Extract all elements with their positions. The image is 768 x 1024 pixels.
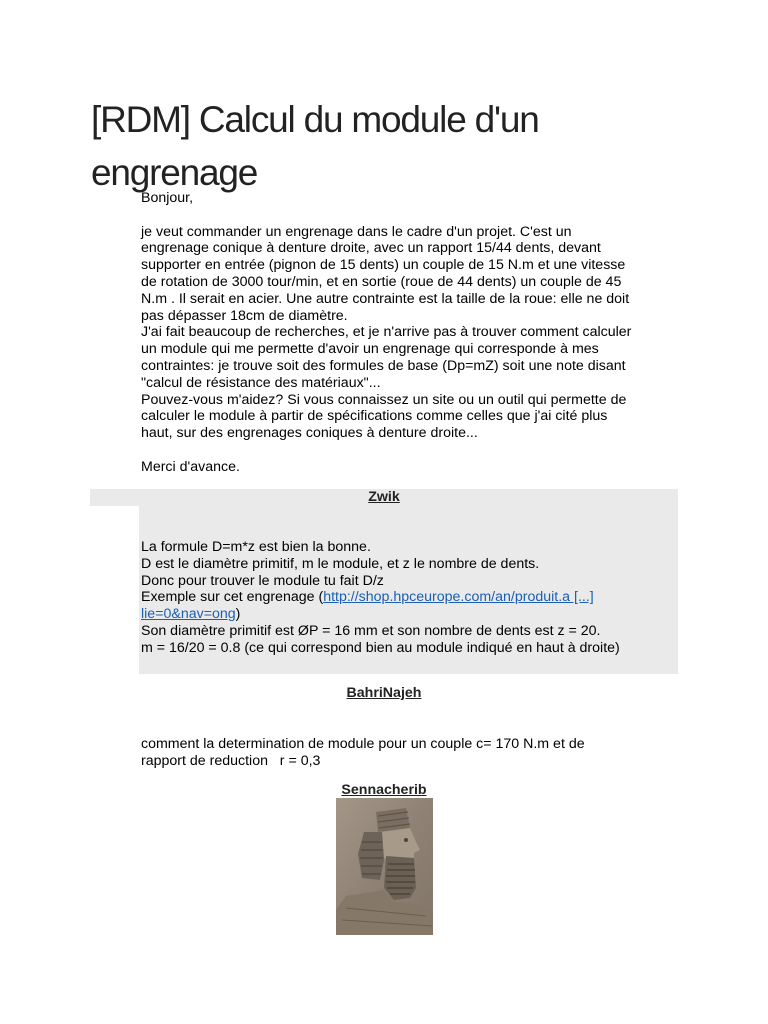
post-line: supporter en entrée (pignon de 15 dents) un couple de 15 N.m et une vitesse xyxy=(141,257,626,274)
post-line: un module qui me permette d'avoir un engrenage qui corresponde à mes xyxy=(141,341,599,358)
post-line: pas dépasser 18cm de diamètre. xyxy=(141,307,348,324)
post-line: contraintes: je trouve soit des formules de base (Dp=mZ) soit une note disant xyxy=(141,357,626,374)
reply-line-with-link xyxy=(141,606,686,623)
reply-line: Son diamètre primitif est ØP = 16 mm et son nombre de dents est z = 20. xyxy=(141,622,601,639)
reply-zwik-body xyxy=(141,539,686,657)
reply-line: D est le diamètre primitif, m le module, et z le nombre de dents. xyxy=(141,555,540,572)
reply-line: La formule D=m*z est bien la bonne. xyxy=(141,539,371,555)
post-line: "calcul de résistance des matériaux"... xyxy=(141,374,381,391)
post-line: haut, sur des engrenages coniques à denture droite... xyxy=(141,425,478,442)
product-link-continued[interactable]: lie=0&nav=ong xyxy=(141,606,236,623)
post-line: Pouvez-vous m'aidez? Si vous connaissez un site ou un outil qui permette de xyxy=(141,391,627,408)
reply-line: comment la determination de module pour un couple c= 170 N.m et de xyxy=(141,736,585,752)
post-line: de rotation de 3000 tour/min, et en sortie (roue de 44 dents) un couple de 45 xyxy=(141,273,622,290)
reply-line: m = 16/20 = 0.8 (ce qui correspond bien au module indiqué en haut à droite) xyxy=(141,639,620,656)
reply-author-sennacherib[interactable]: Sennacherib xyxy=(341,782,427,798)
product-link[interactable]: http://shop.hpceurope.com/an/produit.a [...] xyxy=(323,589,594,606)
reply-line-with-link xyxy=(141,589,686,606)
assyrian-relief-avatar xyxy=(336,798,433,935)
post-line: engrenage conique à denture droite, avec un rapport 15/44 dents, devant xyxy=(141,240,601,257)
post-closing: Merci d'avance. xyxy=(141,458,240,475)
reply-line: Donc pour trouver le module tu fait D/z xyxy=(141,572,384,589)
post-greeting: Bonjour, xyxy=(141,190,194,206)
reply-link-prefix: Exemple sur cet engrenage ( xyxy=(141,589,324,606)
page-title xyxy=(91,93,711,199)
reply-author-zwik[interactable]: Zwik xyxy=(368,489,400,505)
post-line: je veut commander un engrenage dans le cadre d'un projet. C'est un xyxy=(141,223,572,240)
reply-line: rapport de reduction r = 0,3 xyxy=(141,752,321,769)
post-line: J'ai fait beaucoup de recherches, et je n'arrive pas à trouver comment calculer xyxy=(141,324,632,341)
page-title-line1: [RDM] Calcul du module d'un xyxy=(91,99,539,140)
relief-image-icon xyxy=(336,798,433,935)
reply-link-suffix: ) xyxy=(235,606,241,623)
reply-author-bahrinajeh[interactable]: BahriNajeh xyxy=(346,685,422,701)
post-line: calculer le module à partir de spécifications comme celles que j'ai cité plus xyxy=(141,408,608,425)
page-title-line2: engrenage xyxy=(91,152,258,193)
post-question xyxy=(141,190,686,476)
reply-bahrinajeh-body xyxy=(141,736,686,770)
post-line: N.m . Il serait en acier. Une autre contrainte est la taille de la roue: elle ne doit xyxy=(141,290,630,307)
